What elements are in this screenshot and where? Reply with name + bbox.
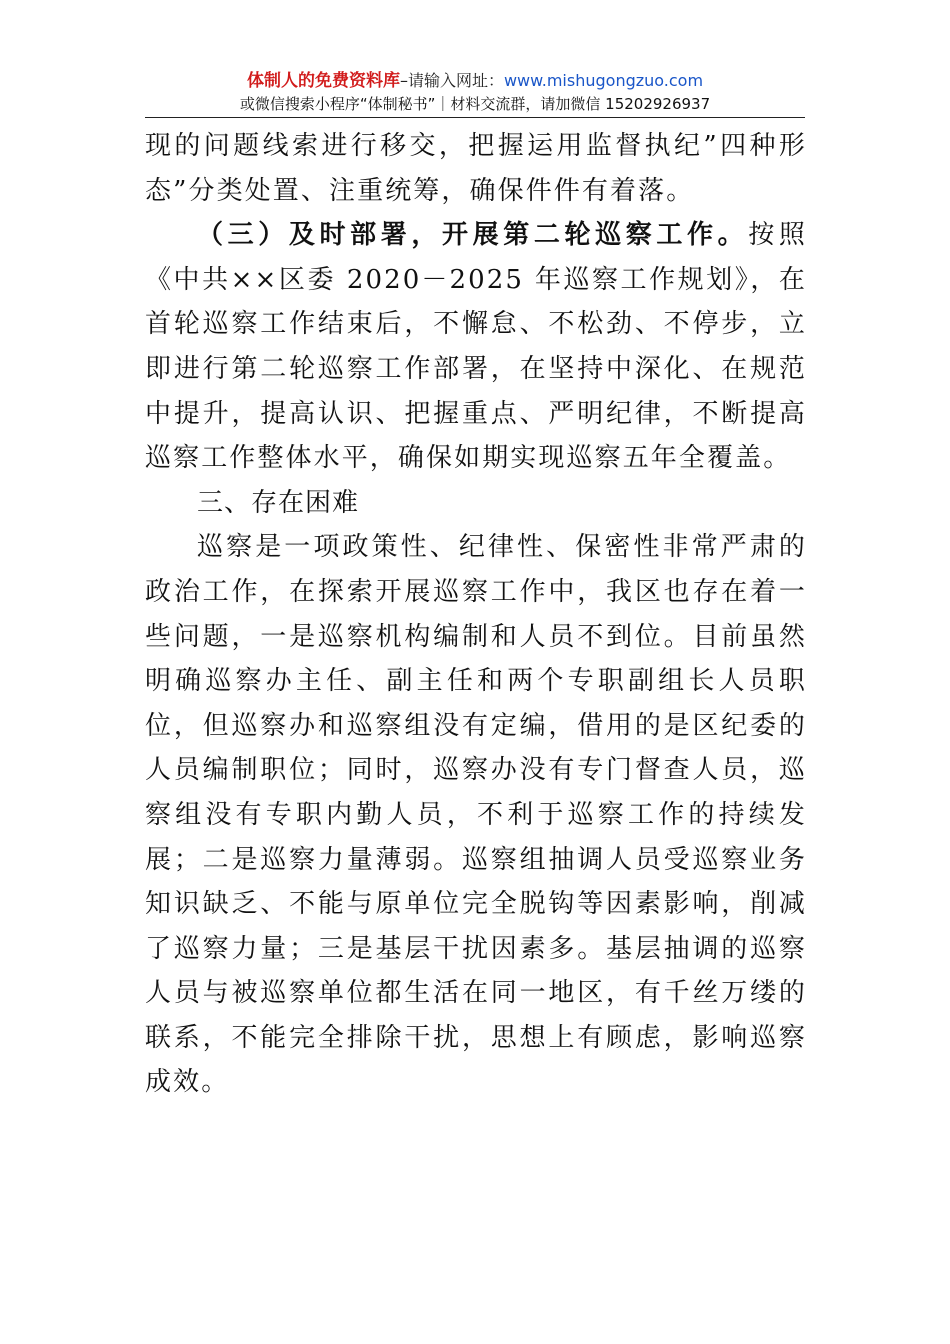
paragraph-difficulties: 巡察是一项政策性、纪律性、保密性非常严肃的政治工作，在探索开展巡察工作中，我区也存在着一些问题，一是巡察机构编制和人员不到位。目前虽然明确巡察办主任、副主任和两个专职副组长人员职位，但巡察办和巡察组没有定编，借用的是区纪委的人员编制职位；同时，巡察办没有专门督查人员，巡察组没有专职内勤人员，不利于巡察工作的持续发展；二是巡察力量薄弱。巡察组抽调人员受巡察业务知识缺乏、不能与原单位完全脱钩等因素影响，削减了巡察力量；三是基层干扰因素多。基层抽调的巡察人员与被巡察单位都生活在同一地区，有千丝万缕的联系，不能完全排除干扰，思想上有顾虑，影响巡察成效。 <box>145 532 807 1098</box>
header-line-1 <box>145 70 805 92</box>
section-heading: 三、存在困难 <box>197 487 360 518</box>
document-body <box>145 124 807 1105</box>
page-header <box>145 70 805 115</box>
section-3-lead: （三）及时部署，开展第二轮巡察工作。 <box>197 220 749 251</box>
header-line-2: 或微信搜索小程序“体制秘书”｜材料交流群，请加微信 15202926937 <box>239 95 711 113</box>
header-divider <box>145 117 805 118</box>
section-3-text: 按照《中共××区委 2020－2025 年巡察工作规划》，在首轮巡察工作结束后，不懈怠、不松劲、不停步，立即进行第二轮巡察工作部署，在坚持中深化、在规范中提升，提高认识、把握重点、严明纪律，不断提高巡察工作整体水平，确保如期实现巡察五年全覆盖。 <box>145 220 807 474</box>
brand-name: 体制人的免费资料库 <box>246 71 400 91</box>
url-prompt: –请输入网址： <box>399 71 504 90</box>
paragraph-continuation: 现的问题线索进行移交，把握运用监督执纪”四种形态”分类处置、注重统筹，确保件件有着落。 <box>145 131 807 206</box>
site-url-link[interactable]: www.mishugongzuo.com <box>503 71 704 90</box>
paragraph-section-3 <box>145 213 807 481</box>
